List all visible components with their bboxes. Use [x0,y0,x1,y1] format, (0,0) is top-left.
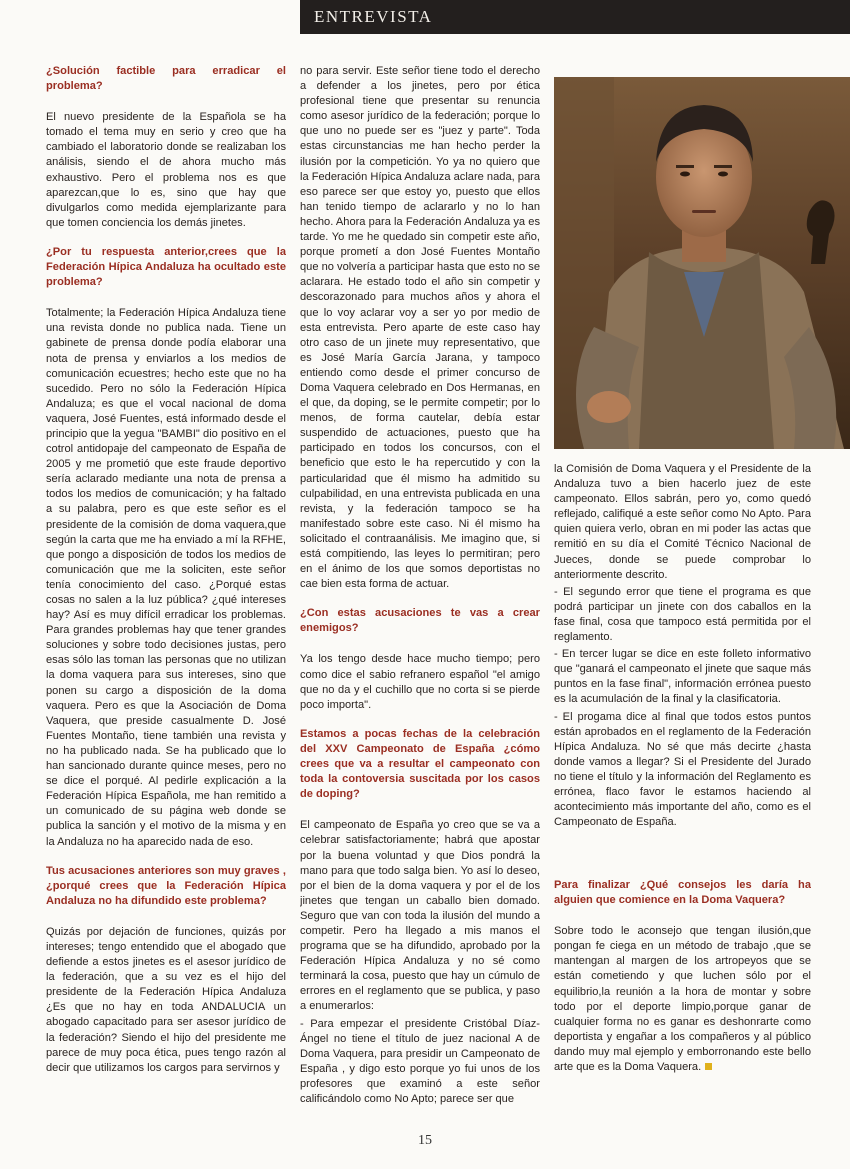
answer-6-text: Sobre todo le aconsejo que tengan ilusión,que pongan fe ciega en un método de trabajo ,que se mantengan al margen de los artropeyos que se están cometiendo y que luchen sólo por el equilibrio,la reunión a la hora de montar y sobre todo por el deporte limpio,porque ganar de cualquier forma no es ganar es deshonrarte como deportista y engañar a los compañeros y al público dando muy mal ejemplo y emborronando este bello arte que es la Doma Vaquera. [554,925,811,1074]
answer-4: Ya los tengo desde hace mucho tiempo; pero como dice el sabio refranero español "el amigo que no da y el cuchillo que no corta si se pierde poco importa". [300,653,540,711]
answer-5-item-1: - Para empezar el presidente Cristóbal Díaz-Ángel no tiene el título de juez nacional A de Doma Vaquera, para presidir un Campeonato de España , y digo esto porque yo fui unos de los profesores que examinó a este señor calificándolo como No Apto; parece ser que [300,1017,540,1105]
column-3-lower [554,878,811,1118]
answer-5: El campeonato de España yo creo que se va a celebrar satisfactoriamente; habrá que apostar por la buena voluntad y que Dios pondrá la mano para que todo salga bien. Yo así lo deseo, por el bien de la doma vaquera y por el de los jinetes que tengan un caballo bien domado. Seguro que van con toda la ilusión del mundo a competir. Pero ha llegado a mis manos el programa que se ha difundido, aprobado por la Federación Hípica Andaluza y no sé como terminará la cosa, puesto que hay un cúmulo de errores en el reglamento que se publica, y paso a enumerarlos: [300,819,540,1013]
question-6: Para finalizar ¿Qué consejos les daría ha alguien que comience en la Doma Vaquera? [554,879,811,907]
answer-1: El nuevo presidente de la Española se ha tomado el tema muy en serio y creo que ha cambiado el laboratorio donde se realizaban los análisis, siendo el de ahora mucho más exhaustivo. Pero el problema nos es que aparezcan,que lo es, sino que hay que divulgarlos como medida ejemplarizante para que tomen conciencia los demás jinetes. [46,111,286,229]
section-header [300,0,850,34]
page-number: 15 [418,1133,432,1148]
answer-3-continued: no para servir. Este señor tiene todo el derecho a defender a los jinetes, pero por ética profesional tiene que presentar su renuncia como asesor jurídico de la federación; porque lo que uno no puede ser es "juez y parte". Toda estas circunstancias me han hecho perder la ilusión por la competición. Yo ya no quiero que la Federación Hípica Andaluza aclare nada, para eso parece ser que estoy yo, puesto que ellos han tenido tiempo de aclararlo y no lo han hecho. Ahora para la Federación Andaluza ya es tarde. Yo me he quedado sin competir este año, porque prometí a don José Fuentes Montaño que no volvería a participar hasta que esto no se aclarara. He estado todo el año sin competir y descorazonado para muchos años y ahora el que lo voy aclarar voy a ser yo por medio de esta entrevista. Pero aparte de este caso hay otro caso de un jinete muy representativo, que es José María García Jarana, y tampoco entiendo como desde el primer concurso de Doma Vaquera celebrado en Dos Hermanas, en el que, da doping, se le permite competir; por lo menos, de forma cautelar, debía estar suspendido de actuaciones, puesto que ha participado en todos los concursos, con el beneficio que esto le ha repercutido y con la particularidad que él mismo ha admitido su culpabilidad, en una entrevista publicada en una revista, y la federación tampoco se ha manifestado sobre este caso. Ni él mismo ha solicitado el contraanálisis. Me imagino que, si está compitiendo, las leyes lo permitiran; pero en el ánimo de los que somos deportistas no cae bien esta forma de actuar. [300,65,540,591]
column-1 [46,64,286,1119]
section-title: ENTREVISTA [314,7,433,26]
interviewee-photo [554,77,850,449]
question-1: ¿Solución factible para erradicar el problema? [46,65,286,93]
answer-5-item-4: - El progama dice al final que todos estos puntos están aprobados en el reglamento de la Federación Hípica Andaluza. No sé que más decirte ¿hasta donde vamos a llegar? Si el Presidente del Jurado no tiene el título y la información del Reglamento es errónea, flaco favor le estamos haciendo al acontecimiento más importante del año, como es el Campeonato de España. [554,710,811,829]
answer-3: Quizás por dejación de funciones, quizás por intereses; tengo entendido que el abogado que defiende a estos jinetes es el asesor jurídico de la federación, que a su vez es el hijo del presidente de la Federación Hípica Andaluza ¿Es que no hay en toda ANDALUCIA un abogado capacitado para ser asesor jurídico de la federación? Siendo el hijo del presidente me parece de muy poca ética, pues tengo razón al decir que utilizamos los cargos para servirnos y [46,925,286,1074]
question-5: Estamos a pocas fechas de la celebración del XXV Campeonato de España ¿cómo crees que va a resultar el campeonato con toda la contoversia suscitada por los casos de doping? [300,727,540,801]
answer-6 [554,924,811,1075]
end-mark-icon [705,1063,712,1070]
question-4: ¿Con estas acusaciones te vas a crear enemigos? [300,607,540,635]
answer-5-item-2: - El segundo error que tiene el programa es que podrá participar un jinete con dos caballos en la fase final, cosa que tampoco está permitida por el reglamento. [554,585,811,644]
column-3-upper [554,462,811,832]
answer-5-item-1-continued: la Comisión de Doma Vaquera y el Presidente de la Andaluza tuvo a bien hacerlo juez de este campeonato. Ellos sabrán, pero yo, como quedó reflejado, califiqué a este señor como No Apto. Para quien quiera verlo, obran en mi poder las actas que remitió en su día el Comité Técnico Nacional de Jueces, donde se puede comprobar lo anteriormente descrito. [554,463,811,581]
question-3: Tus acusaciones anteriores son muy graves ,¿porqué crees que la Federación Hípica Andaluza no ha difundido este problema? [46,864,286,907]
question-2: ¿Por tu respuesta anterior,crees que la Federación Hípica Andaluza ha ocultado este problema? [46,245,286,289]
answer-2: Totalmente; la Federación Hípica Andaluza tiene una revista donde no publica nada. Tiene un gabinete de prensa donde podía elaborar una nota de prensa y enviarlos a los medios de comunicación ecuestres; hecho este que no ha sucedido. Pero no sólo la Federación Hípica Andaluza; es que el vocal nacional de doma vaquera, José Fuentes, está informado desde el principio que la yegua "BAMBI" dio positivo en el cotrol antidopaje del campeonato de España de 2005 y me prometió que este fraude deportivo sería aclarado mediante una nota de prensa a todos los medios de comunicación; y ha faltado a su palabra, pero es que este señor es el presidente de la comisión de doma vaquera,que según la carta que me ha enviado a mí la RFHE, que pongo a disposición de todos los medios de comunicación que me la soliciten, este señor tenía conocimiento del caso. ¿Porqué estas cosas no salen a la luz pública? ¿qué intereses hay? Así es muy difícil erradicar los problemas. Para grandes problemas hay que tener grandes soluciones y sobre todo decisiones justas, pero esas sólo las toman las personas que no utilizan la doma vaquera para sus intereses, sino que ponen su cargo a disposición de la doma vaquera. Pero es que la Asociación de Doma Vaquera, que preside casualmente D. José Fuentes Montaño, tiene también una revista y no ha publicado nada. Se ha publicado que lo han sancionado durante quince meses, pero no se dice el porqué. Al pedirle explicación a la Federación Hípica Española, me han remitido a un comunicado de su página web donde se publica la sanción y el motivo de la misma y en la Andaluza no ha aparecido nada de eso. [46,307,286,848]
portrait-illustration [554,77,850,449]
answer-5-item-3: - En tercer lugar se dice en este folleto informativo que "ganará el campeonato el jinete que saque más puntos en la fase final", información errónea puesto es la acumulación de la final y la clasificatoria. [554,648,811,706]
column-2 [300,64,540,1119]
